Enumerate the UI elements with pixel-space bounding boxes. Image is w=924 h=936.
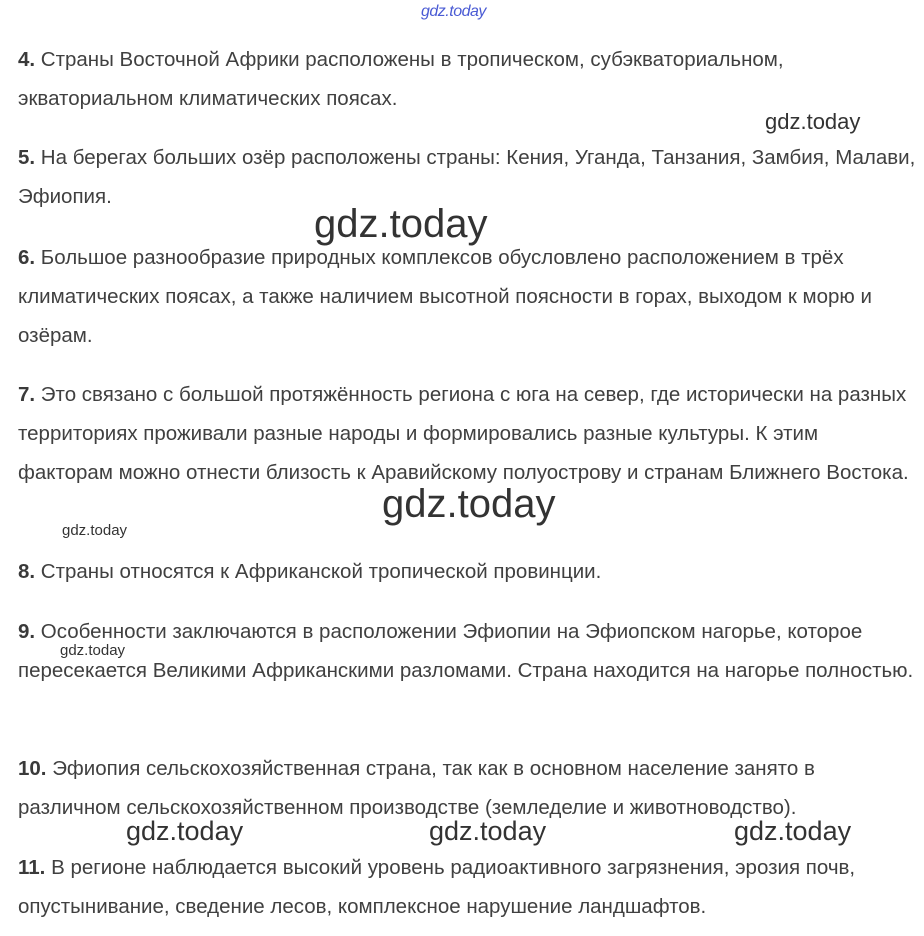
answer-11	[18, 848, 918, 926]
answer-7	[18, 375, 918, 492]
answer-number: 6.	[18, 246, 36, 269]
answer-number: 7.	[18, 383, 36, 406]
watermark-right-small: gdz.today	[765, 109, 861, 134]
answer-text: Страны Восточной Африки расположены в тропическом, субэкваториальном, экваториальном климатических поясах.	[18, 48, 784, 110]
watermark-row-2: gdz.today	[429, 816, 547, 846]
answer-number: 5.	[18, 146, 36, 169]
answer-text: Страны относятся к Африканской тропической провинции.	[35, 560, 602, 583]
answer-number: 8.	[18, 560, 36, 583]
answer-text: Это связано с большой протяжённость региона с юга на север, где исторически на разных территориях проживали разные народы и формировались разные культуры. К этим факторам можно отнести близость к Аравийскому полуострову и странам Ближнего Востока.	[18, 383, 909, 484]
watermark-big-2: gdz.today	[382, 482, 556, 526]
answer-number: 9.	[18, 620, 36, 643]
answer-text: Особенности заключаются в расположении Эфиопии на Эфиопском нагорье, которое пересекается Великими Африканскими разломами. Страна находится на нагорье полностью.	[18, 620, 914, 682]
watermark-big-1: gdz.today	[314, 202, 488, 246]
watermark-row-1: gdz.today	[126, 816, 244, 846]
answer-text: На берегах больших озёр расположены страны: Кения, Уганда, Танзания, Замбия, Малави, Эфиопия.	[18, 146, 916, 208]
answer-6	[18, 238, 918, 355]
answer-4	[18, 40, 918, 118]
answer-text: Большое разнообразие природных комплексов обусловлено расположением в трёх климатических поясах, а также наличием высотной поясности в горах, выходом к морю и озёрам.	[18, 246, 872, 347]
answer-9	[18, 612, 918, 690]
watermark-row-3: gdz.today	[734, 816, 852, 846]
answer-text: В регионе наблюдается высокий уровень радиоактивного загрязнения, эрозия почв, опустынивание, сведение лесов, комплексное нарушение ландшафтов.	[18, 856, 856, 918]
answer-8	[18, 552, 918, 591]
watermark-small-left-2: gdz.today	[60, 642, 126, 659]
answer-number: 4.	[18, 48, 36, 71]
answer-number: 11.	[18, 856, 46, 879]
answer-text: Эфиопия сельскохозяйственная страна, так как в основном население занято в различном сельскохозяйственном производстве (земледелие и животноводство).	[18, 757, 815, 819]
watermark-small-left-1: gdz.today	[62, 522, 128, 539]
answer-number: 10.	[18, 757, 47, 780]
watermark-top: gdz.today	[421, 3, 486, 20]
